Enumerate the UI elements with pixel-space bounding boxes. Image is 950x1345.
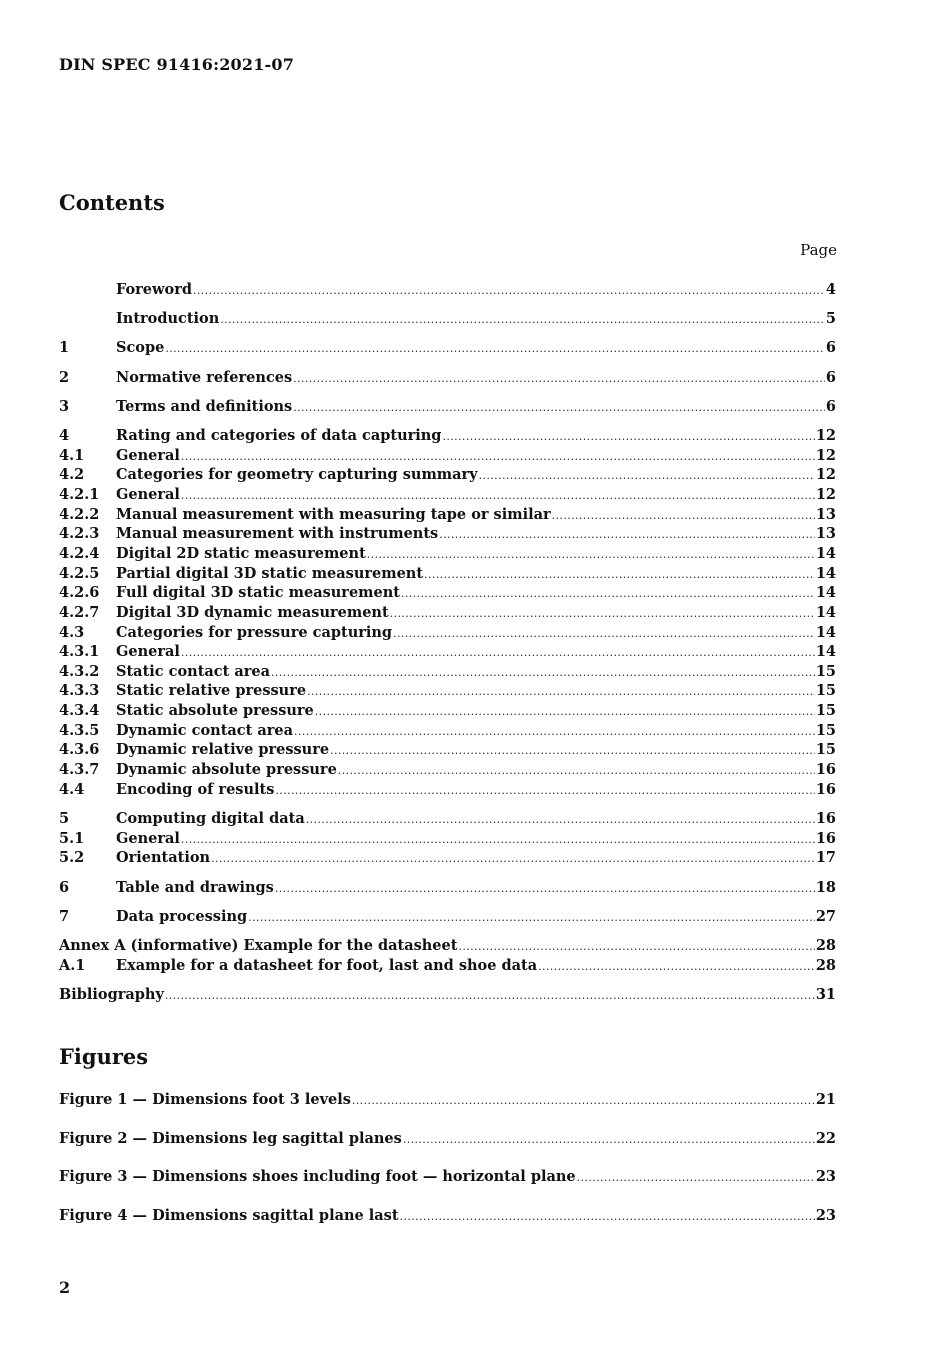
toc-title: Manual measurement with measuring tape or similar: [116, 506, 551, 523]
toc-title: Encoding of results: [116, 781, 275, 798]
dot-leader: [442, 427, 814, 447]
toc-number: 4.3.6: [59, 741, 100, 758]
toc-page: 13: [815, 525, 836, 542]
dot-leader: [403, 1130, 815, 1150]
toc-title: Dynamic relative pressure: [116, 741, 330, 758]
toc-title: General: [116, 447, 180, 464]
toc-page: 15: [815, 722, 836, 739]
toc-title: Computing digital data: [116, 810, 305, 827]
toc-entry[interactable]: [59, 701, 836, 721]
dot-leader: [193, 281, 825, 301]
toc-page: 14: [815, 565, 836, 582]
toc-page: 5: [825, 310, 836, 327]
dot-leader: [294, 722, 815, 742]
toc-number: 3: [59, 398, 70, 415]
figure-title: Figure 3 — Dimensions shoes including foot — horizontal plane: [59, 1168, 576, 1185]
toc-entry[interactable]: [59, 721, 836, 741]
toc-number: 4.2.4: [59, 545, 100, 562]
dot-leader: [330, 741, 815, 761]
toc-number: 5.1: [59, 830, 85, 847]
toc-page: 16: [815, 761, 836, 778]
toc-entry[interactable]: [59, 280, 836, 300]
toc-page: 14: [815, 624, 836, 641]
toc-title: Manual measurement with instruments: [116, 525, 439, 542]
toc-page: 15: [815, 663, 836, 680]
toc-page: 16: [815, 810, 836, 827]
document-id: DIN SPEC 91416:2021-07: [59, 55, 295, 74]
dot-leader: [390, 604, 815, 624]
toc-entry[interactable]: [59, 907, 836, 927]
toc-entry[interactable]: [59, 681, 836, 701]
dot-leader: [293, 398, 825, 418]
dot-leader: [439, 525, 815, 545]
dot-leader: [165, 986, 815, 1006]
toc-entry[interactable]: [59, 740, 836, 760]
toc-title: Categories for geometry capturing summary: [116, 466, 478, 483]
toc-entry[interactable]: [59, 564, 836, 584]
toc-entry[interactable]: [59, 426, 836, 446]
dot-leader: [306, 810, 815, 830]
toc-entry[interactable]: [59, 878, 836, 898]
toc-title: Full digital 3D static measurement: [116, 584, 400, 601]
toc-entry[interactable]: [59, 505, 836, 525]
toc-title: Digital 3D dynamic measurement: [116, 604, 389, 621]
toc-title: Data processing: [116, 908, 248, 925]
toc-number: 1: [59, 339, 70, 356]
dot-leader: [538, 957, 815, 977]
toc-entry[interactable]: [59, 603, 836, 623]
contents-heading: Contents: [59, 190, 165, 215]
toc-entry[interactable]: [59, 485, 836, 505]
toc-page: 12: [815, 466, 836, 483]
toc-page: 27: [815, 908, 836, 925]
toc-title: Static relative pressure: [116, 682, 307, 699]
toc-number: 5.2: [59, 849, 85, 866]
figure-entry[interactable]: [59, 1090, 836, 1110]
toc-number: 4.3.4: [59, 702, 100, 719]
toc-entry[interactable]: [59, 397, 836, 417]
dot-leader: [400, 1207, 815, 1227]
toc-title: Foreword: [116, 281, 192, 298]
toc-page: 14: [815, 604, 836, 621]
toc-number: 4.2.5: [59, 565, 100, 582]
toc-page: 16: [815, 781, 836, 798]
toc-entry[interactable]: [59, 544, 836, 564]
toc-page: 12: [815, 427, 836, 444]
toc-number: 5: [59, 810, 70, 827]
toc-entry[interactable]: [59, 848, 836, 868]
toc-title: Example for a datasheet for foot, last and shoe data: [116, 957, 538, 974]
dot-leader: [181, 830, 815, 850]
toc-title: Terms and definitions: [116, 398, 293, 415]
dot-leader: [424, 565, 815, 585]
toc-title: Dynamic contact area: [116, 722, 294, 739]
figure-page: 23: [815, 1168, 836, 1185]
toc-title: Partial digital 3D static measurement: [116, 565, 424, 582]
toc-page: 15: [815, 682, 836, 699]
toc-entry[interactable]: [59, 936, 836, 956]
toc-number: 2: [59, 369, 70, 386]
page-number: 2: [59, 1278, 71, 1297]
toc-page: 28: [815, 957, 836, 974]
toc-title: Digital 2D static measurement: [116, 545, 366, 562]
toc-page: 6: [825, 339, 836, 356]
toc-title: Static contact area: [116, 663, 271, 680]
toc-entry[interactable]: [59, 809, 836, 829]
toc-entry[interactable]: [59, 829, 836, 849]
toc-title: Introduction: [116, 310, 220, 327]
toc-page: 16: [815, 830, 836, 847]
dot-leader: [181, 643, 815, 663]
dot-leader: [338, 761, 815, 781]
toc-entry[interactable]: [59, 985, 836, 1005]
toc-number: 4.3.3: [59, 682, 100, 699]
toc-page: 12: [815, 486, 836, 503]
toc-number: 4.3.7: [59, 761, 100, 778]
toc-page: 17: [815, 849, 836, 866]
dot-leader: [248, 908, 815, 928]
figure-page: 21: [815, 1091, 836, 1108]
toc-title: Annex A (informative) Example for the datasheet: [59, 937, 458, 954]
toc-number: 7: [59, 908, 70, 925]
toc-number: 4: [59, 427, 70, 444]
dot-leader: [220, 310, 825, 330]
toc-entry[interactable]: [59, 309, 836, 329]
dot-leader: [293, 369, 825, 389]
toc-page: 6: [825, 398, 836, 415]
toc-number: 4.3.5: [59, 722, 100, 739]
toc-title: Static absolute pressure: [116, 702, 314, 719]
dot-leader: [181, 486, 815, 506]
figure-page: 22: [815, 1130, 836, 1147]
toc-number: 4.2.6: [59, 584, 100, 601]
toc-page: 15: [815, 702, 836, 719]
dot-leader: [552, 506, 815, 526]
toc-entry[interactable]: [59, 446, 836, 466]
toc-number: A.1: [59, 957, 86, 974]
toc-entry[interactable]: [59, 524, 836, 544]
dot-leader: [577, 1168, 815, 1188]
toc-number: 4.2.2: [59, 506, 100, 523]
dot-leader: [458, 937, 814, 957]
dot-leader: [271, 663, 815, 683]
toc-page: 14: [815, 643, 836, 660]
toc-title: Table and drawings: [116, 879, 274, 896]
figures-heading: Figures: [59, 1044, 149, 1069]
toc-number: 4.3.1: [59, 643, 100, 660]
toc-page: 14: [815, 584, 836, 601]
toc-page: 13: [815, 506, 836, 523]
dot-leader: [401, 584, 815, 604]
toc-title: Orientation: [116, 849, 211, 866]
figure-entry[interactable]: [59, 1167, 836, 1187]
toc-number: 6: [59, 879, 70, 896]
toc-page: 31: [815, 986, 836, 1003]
dot-leader: [393, 624, 815, 644]
toc-number: 4.2.3: [59, 525, 100, 542]
toc-page: 18: [815, 879, 836, 896]
toc-number: 4.2: [59, 466, 85, 483]
figure-page: 23: [815, 1207, 836, 1224]
toc-page: 15: [815, 741, 836, 758]
toc-title: Rating and categories of data capturing: [116, 427, 442, 444]
dot-leader: [275, 879, 815, 899]
toc-title: Normative references: [116, 369, 293, 386]
dot-leader: [275, 781, 814, 801]
toc-title: General: [116, 486, 180, 503]
toc-entry[interactable]: [59, 338, 836, 358]
toc-entry[interactable]: [59, 662, 836, 682]
toc-entry[interactable]: [59, 368, 836, 388]
toc-title: General: [116, 643, 180, 660]
figure-title: Figure 4 — Dimensions sagittal plane last: [59, 1207, 399, 1224]
toc-title: Dynamic absolute pressure: [116, 761, 337, 778]
toc-title: Categories for pressure capturing: [116, 624, 393, 641]
toc-number: 4.3: [59, 624, 85, 641]
toc-title: Bibliography: [59, 986, 164, 1003]
dot-leader: [367, 545, 815, 565]
dot-leader: [181, 447, 815, 467]
toc-page: 28: [815, 937, 836, 954]
toc-entry[interactable]: [59, 583, 836, 603]
toc-entry[interactable]: [59, 642, 836, 662]
toc-number: 4.4: [59, 781, 85, 798]
toc-entry[interactable]: [59, 780, 836, 800]
dot-leader: [352, 1091, 815, 1111]
toc-number: 4.3.2: [59, 663, 100, 680]
dot-leader: [211, 849, 815, 869]
toc-page: 14: [815, 545, 836, 562]
figure-entry[interactable]: [59, 1129, 836, 1149]
toc-entry[interactable]: [59, 465, 836, 485]
toc-page: 6: [825, 369, 836, 386]
toc-number: 4.1: [59, 447, 85, 464]
dot-leader: [479, 466, 815, 486]
figure-title: Figure 2 — Dimensions leg sagittal planes: [59, 1130, 402, 1147]
dot-leader: [307, 682, 815, 702]
dot-leader: [315, 702, 815, 722]
toc-page: 12: [815, 447, 836, 464]
figure-title: Figure 1 — Dimensions foot 3 levels: [59, 1091, 351, 1108]
toc-number: 4.2.1: [59, 486, 100, 503]
toc-entry[interactable]: [59, 760, 836, 780]
toc-number: 4.2.7: [59, 604, 100, 621]
toc-page: 4: [825, 281, 836, 298]
figure-entry[interactable]: [59, 1206, 836, 1226]
page-column-label: Page: [800, 241, 837, 259]
toc-title: General: [116, 830, 180, 847]
toc-title: Scope: [116, 339, 165, 356]
toc-entry[interactable]: [59, 956, 836, 976]
toc-entry[interactable]: [59, 623, 836, 643]
dot-leader: [165, 339, 825, 359]
